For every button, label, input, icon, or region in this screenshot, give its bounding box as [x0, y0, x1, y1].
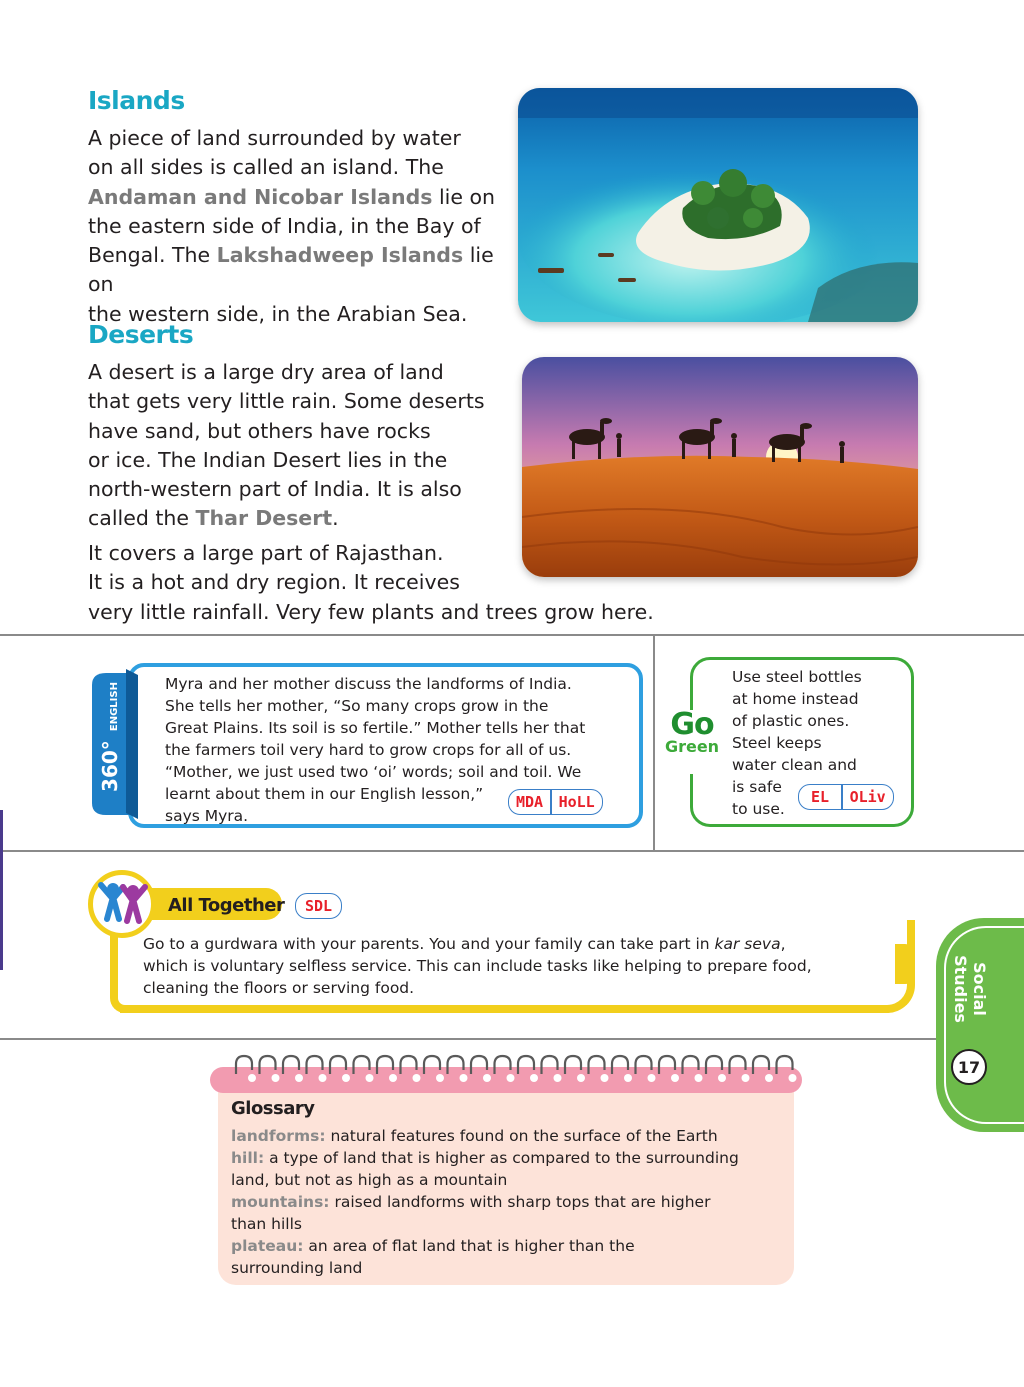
spiral-ring: [448, 1056, 464, 1074]
text-line: [88, 504, 508, 533]
spiral-ring: [424, 1056, 440, 1074]
spiral-hole: [671, 1074, 679, 1082]
text-segment: Bengal. The: [88, 243, 217, 268]
spiral-binding: [226, 1052, 806, 1092]
text-segment: lie on: [88, 243, 494, 297]
text-line: learnt about them in our English lesson,”: [165, 785, 484, 803]
all-together-title: All Together: [168, 895, 285, 916]
spiral-hole: [765, 1074, 773, 1082]
text-segment: raised landforms with sharp tops that are higher: [329, 1193, 711, 1211]
text-segment: that gets very little rain. Some deserts: [88, 389, 485, 414]
spiral-ring: [354, 1056, 370, 1074]
text-segment: than hills: [231, 1215, 302, 1233]
glossary-term: hill:: [231, 1149, 265, 1167]
spiral-ring: [589, 1056, 605, 1074]
glossary-text: [231, 1125, 791, 1279]
text-segment: Go to a gurdwara with your parents. You and your family can take part in: [143, 935, 715, 953]
glossary-term: landforms:: [231, 1127, 326, 1145]
spiral-hole: [554, 1074, 562, 1082]
spiral-hole: [413, 1074, 421, 1082]
text-line: [231, 1147, 791, 1169]
island-illustration: [518, 88, 918, 322]
text-line: “Mother, we just used two ‘oi’ words; soil and toil. We: [165, 763, 582, 781]
text-line: [88, 598, 708, 627]
deserts-heading: Deserts: [88, 320, 194, 349]
spiral-ring: [471, 1056, 487, 1074]
badge-english-text: ENGLISH: [109, 682, 120, 732]
all-together-text: [143, 933, 903, 999]
spiral-hole: [695, 1074, 703, 1082]
glossary-term: mountains:: [231, 1193, 330, 1211]
text-line: [88, 358, 508, 387]
text-segment: cleaning the floors or serving food.: [143, 979, 415, 997]
spiral-hole: [483, 1074, 491, 1082]
spiral-hole: [248, 1074, 256, 1082]
section-divider-1: [0, 634, 1024, 636]
spiral-ring: [542, 1056, 558, 1074]
islands-photo: [518, 88, 918, 322]
text-segment: kar seva: [714, 935, 781, 953]
code-mda: MDA: [516, 793, 544, 811]
spiral-ring: [683, 1056, 699, 1074]
page-number: 17: [957, 1057, 981, 1077]
spiral-ring: [565, 1056, 581, 1074]
text-line: Great Plains. Its soil is so fertile.” Mother tells her that: [165, 719, 586, 737]
people-high-five-icon: [93, 875, 151, 933]
text-segment: A piece of land surrounded by water: [88, 126, 461, 150]
spiral-ring: [330, 1056, 346, 1074]
text-line: [88, 417, 508, 446]
text-segment: It is a hot and dry region. It receives: [88, 570, 460, 595]
text-line: [231, 1125, 791, 1147]
text-line: [143, 933, 903, 955]
section-divider-3: [0, 1038, 1024, 1040]
text-line: [88, 475, 508, 504]
left-edge-bar: [0, 810, 3, 970]
spiral-hole: [436, 1074, 444, 1082]
english-360-badge: [88, 665, 140, 825]
spiral-ring: [236, 1056, 252, 1074]
text-segment: land, but not as high as a mountain: [231, 1171, 508, 1189]
text-line: [88, 153, 513, 182]
highlighted-term: Thar Desert: [195, 506, 333, 531]
text-segment: lie on: [432, 184, 496, 209]
text-line: [143, 977, 903, 999]
all-together-code-box: [295, 893, 342, 919]
badge-360-text: 360°: [98, 740, 122, 792]
glossary-term: plateau:: [231, 1237, 304, 1255]
text-line: [143, 955, 903, 977]
text-segment: ,: [780, 935, 786, 953]
spiral-ring: [495, 1056, 511, 1074]
go-green-logo: [660, 707, 724, 774]
side-tab-line2: Studies: [951, 955, 970, 1023]
code-sdl: SDL: [305, 897, 333, 915]
desert-photo: [522, 357, 918, 577]
highlighted-term: Andaman and Nicobar Islands: [88, 184, 433, 209]
side-tab-line1: Social: [970, 962, 989, 1016]
go-green-code-box: [798, 784, 894, 810]
spiral-ring: [636, 1056, 652, 1074]
desert-illustration: [522, 357, 918, 577]
spiral-hole: [530, 1074, 538, 1082]
spiral-ring: [518, 1056, 534, 1074]
text-segment: surrounding land: [231, 1259, 363, 1277]
spiral-hole: [272, 1074, 280, 1082]
spiral-hole: [366, 1074, 374, 1082]
text-segment: .: [332, 506, 339, 531]
text-line: [88, 241, 513, 300]
text-line: [88, 124, 513, 153]
code-holl: HoLL: [558, 793, 595, 811]
text-line: [88, 183, 513, 212]
english-badge-text: [98, 677, 122, 797]
text-segment: on all sides is called an island. The: [88, 155, 444, 180]
spiral-hole: [624, 1074, 632, 1082]
spiral-hole: [789, 1074, 797, 1082]
spiral-hole: [648, 1074, 656, 1082]
text-line: Use steel bottles: [732, 668, 862, 686]
spiral-hole: [507, 1074, 515, 1082]
all-together-icon: [88, 870, 156, 938]
spiral-ring: [612, 1056, 628, 1074]
spiral-hole: [295, 1074, 303, 1082]
page-number-circle: [951, 1049, 987, 1085]
text-line: at home instead: [732, 690, 859, 708]
spiral-ring: [283, 1056, 299, 1074]
logo-green: Green: [664, 737, 720, 756]
text-segment: the western side, in the Arabian Sea.: [88, 301, 468, 326]
text-segment: north-western part of India. It is also: [88, 477, 462, 502]
text-segment: very little rainfall. Very few plants and trees grow here.: [88, 599, 654, 624]
text-segment: have sand, but others have rocks: [88, 418, 431, 443]
text-line: water clean and: [732, 756, 857, 774]
deserts-paragraph: [88, 358, 508, 534]
spiral-rings: [226, 1052, 806, 1092]
spiral-ring: [260, 1056, 276, 1074]
spiral-hole: [601, 1074, 609, 1082]
text-segment: or ice. The Indian Desert lies in the: [88, 447, 448, 472]
spiral-hole: [342, 1074, 350, 1082]
text-line: [231, 1169, 791, 1191]
spiral-hole: [389, 1074, 397, 1082]
code-el: EL: [811, 788, 830, 806]
logo-go: Go: [670, 707, 714, 742]
text-line: [231, 1191, 791, 1213]
spiral-hole: [718, 1074, 726, 1082]
spiral-ring: [377, 1056, 393, 1074]
text-line: [88, 212, 513, 241]
text-line: [231, 1213, 791, 1235]
text-line: [88, 446, 508, 475]
text-line: Myra and her mother discuss the landforms of India.: [165, 675, 572, 693]
islands-paragraph: [88, 124, 513, 329]
glossary-title: Glossary: [231, 1098, 315, 1119]
spiral-hole: [460, 1074, 468, 1082]
spiral-ring: [730, 1056, 746, 1074]
text-line: She tells her mother, “So many crops grow in the: [165, 697, 549, 715]
all-together-left-border: [110, 925, 125, 1013]
section-divider-2: [0, 850, 1024, 852]
code-oliv: OLiv: [849, 788, 886, 806]
text-line: is safe: [732, 778, 782, 796]
side-tab-subject: [951, 929, 989, 1049]
spiral-ring: [659, 1056, 675, 1074]
text-line: of plastic ones.: [732, 712, 850, 730]
text-line: the farmers toil very hard to grow crops for all of us.: [165, 741, 572, 759]
text-segment: a type of land that is higher as compared to the surrounding: [264, 1149, 739, 1167]
spiral-hole: [319, 1074, 327, 1082]
text-segment: called the: [88, 506, 196, 531]
spiral-ring: [401, 1056, 417, 1074]
spiral-ring: [307, 1056, 323, 1074]
text-segment: A desert is a large dry area of land: [88, 360, 444, 384]
spiral-hole: [577, 1074, 585, 1082]
spiral-ring: [706, 1056, 722, 1074]
text-line: [231, 1257, 791, 1279]
english-code-box: [508, 789, 603, 815]
text-line: [231, 1235, 791, 1257]
text-line: [88, 387, 508, 416]
spiral-ring: [777, 1056, 793, 1074]
spiral-hole: [742, 1074, 750, 1082]
text-segment: natural features found on the surface of the Earth: [325, 1127, 718, 1145]
text-segment: the eastern side of India, in the Bay of: [88, 213, 481, 238]
spiral-ring: [753, 1056, 769, 1074]
highlighted-term: Lakshadweep Islands: [216, 243, 464, 268]
text-line: to use.: [732, 800, 785, 818]
text-line: says Myra.: [165, 807, 249, 825]
text-segment: an area of flat land that is higher than the: [303, 1237, 635, 1255]
vertical-divider: [653, 634, 655, 850]
text-segment: which is voluntary selfless service. This can include tasks like helping to prepare food,: [143, 957, 812, 975]
text-line: Steel keeps: [732, 734, 822, 752]
islands-heading: Islands: [88, 86, 185, 115]
text-segment: It covers a large part of Rajasthan.: [88, 541, 444, 565]
